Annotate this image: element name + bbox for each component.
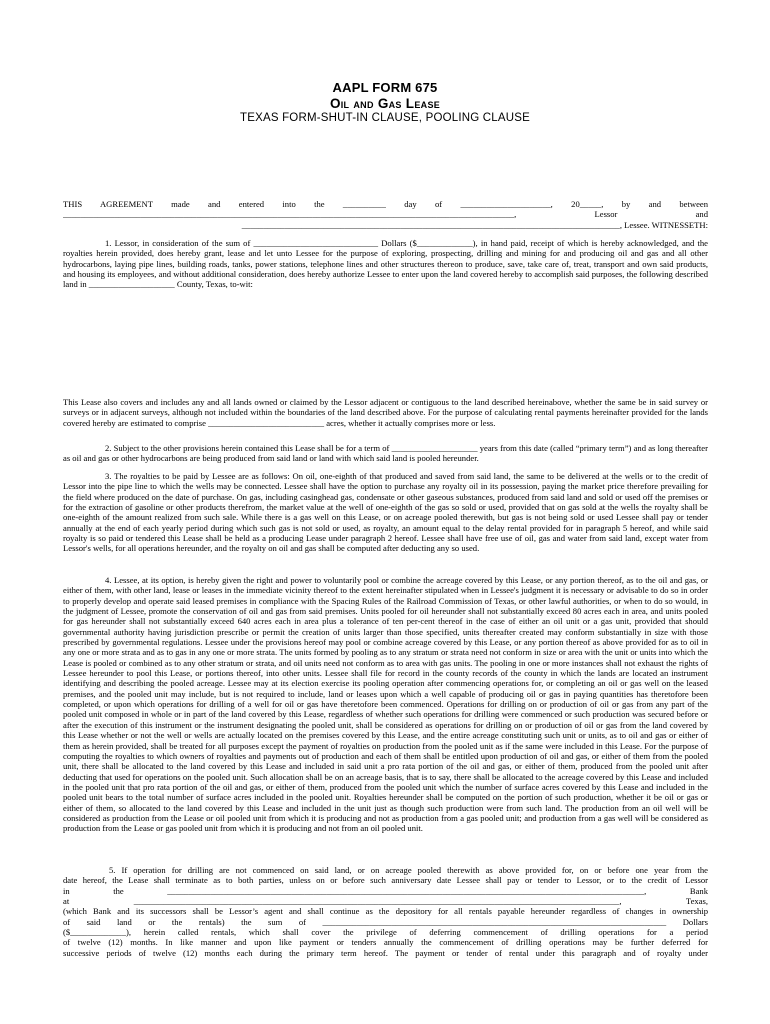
intro-block (63, 199, 708, 230)
paragraph-5-line-7: ($_____________), herein called rentals, which shall cover the privilege of deferring commencement of drilling operations for a period (63, 927, 708, 938)
document-subtitle: TEXAS FORM-SHUT-IN CLAUSE, POOLING CLAUSE (239, 112, 530, 124)
paragraph-1-text: 1. Lessor, in consideration of the sum of _____________________________ Dollars ($_____________), in hand paid, receipt of which is hereby acknowledged, and the royalties herein provided, does hereby grant, lease and let unto Lessee for the purpose of exploring, prospecting, drilling and mining for and producing oil and gas and all other hydrocarbons, laying pipe lines, building roads, tanks, power stations, telephone lines and other structures thereon to produce, save, take care of, treat, transport and own said products, and housing its employees, and without additional consideration, does hereby authorize Lessee to enter upon the land covered hereby to accomplish said purposes, the following described land in ____________________ County, Texas, to-wit: (63, 238, 708, 290)
intro-line-3: ________________________________________________________________________________________, Lessee. WITNESSETH: (241, 219, 708, 230)
paragraph-also-covers-text: This Lease also covers and includes any and all lands owned or claimed by the Lessor adjacent or contiguous to the land described hereinabove, whether the same be in said survey or surveys or in adjacent surveys, although not included within the boundaries of the land described above. For the purpose of calculating rental payments hereinafter provided for the lands covered hereby are estimated to comprise ___________________________ acres, whether it actually comprises more or less. (63, 397, 708, 428)
form-number: AAPL FORM 675 (332, 80, 438, 95)
paragraph-5 (63, 865, 708, 958)
paragraph-3-text: 3. The royalties to be paid by Lessee are as follows: On oil, one-eighth of that produced and saved from said land, the same to be delivered at the wells or to the credit of Lessor into the pipe line to which the wells may be connected. Lessee shall have the option to purchase any royalty oil in its possession, paying the market price therefore prevailing for the field where produced on the date of purchase. On gas, including casinghead gas, condensate or other gaseous substances, produced from said land and sold or used off the premises or for the extraction of gasoline or other products therefrom, the market value at the well of one-eighth of the gas so sold or used, provided that on gas sold at the wells the royalty shall be one-eighth of the amount realized from such sale. While there is a gas well on this Lease, or on acreage pooled therewith, but gas is not being sold or used Lessee shall pay or tender annually at the end of each yearly period during which such gas is not sold or used, as royalty, an amount equal to the delay rental provided for in paragraph 5 hereof, and while said royalty is so paid or tendered this Lease shall be held as a producing Lease under paragraph 2 hereof. Lessee shall have free use of oil, gas and water from said land, except water from Lessor's wells, for all operations hereunder, and the royalty on oil and gas shall be computed after deducting any so used. (63, 471, 708, 554)
paragraph-1 (63, 238, 708, 290)
paragraph-also-covers (63, 397, 708, 428)
paragraph-5-line-4: at _________________________________________________________________________________________________________________, Texas, (63, 896, 708, 907)
paragraph-5-line-8: of twelve (12) months. In like manner and upon like payment or tenders annually the commencement of drilling operations may be further deferred for (63, 937, 708, 948)
paragraph-5-line-6: of said land or the rentals) the sum of ________________________________________________________________________________ Dollars (63, 916, 708, 927)
paragraph-4-text: 4. Lessee, at its option, is hereby given the right and power to voluntarily pool or combine the acreage covered by this Lease, or any portion thereof, as to the oil and gas, or either of them, with other land, lease or leases in the immediate vicinity thereof to the extent hereinafter stipulated when in Lessee's judgment it is necessary or advisable to do so in order to properly develop and operate said leased premises in compliance with the Spacing Rules of the Railroad Commission of Texas, or other lawful authorities, or when to do so would, in the judgment of Lessee, promote the conservation of oil and gas from said premises. Units pooled for oil hereunder shall not substantially exceed 80 acres each in area, and units pooled for gas hereunder shall not substantially exceed 640 acres each in area plus a tolerance of ten per-cent thereof in the case of either an oil unit or a gas unit, provided that should governmental authority having jurisdiction prescribe or permit the creation of units larger than those specified, units thereafter created may conform substantially in size with those prescribed by governmental regulations. Lessee under the provisions hereof may pool or combine acreage covered by this Lease, or any portion thereof as above provided for as to oil in any one or more strata and as to gas in any one or more strata. The units formed by pooling as to any stratum or strata need not conform in size or area with the unit or units into which the Lease is pooled or combined as to any other stratum or strata, and oil units need not conform as to area with gas units. The pooling in one or more instances shall not exhaust the rights of Lessee hereunder to pool this Lease, or portions thereof, into other units. Lessee shall file for record in the county records of the county in which the lands are located an instrument identifying and describing the pooled acreage. Lessee may at its election exercise its pooling operation after commencing operations for, or completing an oil or gas well on the leased premises, and the pooled unit may include, but is not required to include, land or leases upon which a well capable of producing oil or gas in paying quantities has theretofore been completed, or upon which operations for drilling of a well for oil or gas have theretofore been commenced. Operations for drilling on or production of oil or gas from any part of the pooled unit composed in whole or in part of the land covered by this Lease, regardless of whether such operations for drilling were commenced or such production was secured before or after the execution of this instrument or the instrument designating the pooled unit, shall be considered as operations for drilling on or production of oil or gas from the land covered by this Lease whether or not the well or wells are actually located on the premises covered by this Lease, and the entire acreage constituting such unit or units, as to oil and gas or either of them as herein provided, shall be treated for all purposes except the payment of royalties on production from the pooled unit as if the same were included in this Lease. For the purpose of computing the royalties to which owners of royalties and payments out of production and each of them shall be entitled upon production of oil and gas, or either of them from the pooled unit, there shall be allocated to the land covered by this Lease and included in said unit a pro rata portion of the oil and gas, or either of them, produced from the pooled unit after deducting that used for operations on the pooled unit. Such allocation shall be on an acreage basis, that is to say, there shall be allocated to the acreage covered by this Lease and included in the pooled unit that pro rata portion of the oil and gas, or either of them, produced from the pooled unit which the number of surface acres covered by this Lease and included in the pooled unit bears to the total number of surface acres included in the pooled unit. Royalties hereunder shall be computed on the portion of such production, whether it be oil or gas or either of them, so allocated to the land covered by this Lease and included in the unit just as though such production were from such land. The production from an oil well will be considered as production from the Lease or oil pooled unit from which it is producing and not as production from a gas pooled unit; and production from a gas well will be considered as production from the Lease or gas pooled unit from which it is producing and not from an oil pooled unit. (63, 575, 708, 834)
paragraph-3 (63, 471, 708, 554)
paragraph-5-line-2: date hereof, the Lease shall terminate as to both parties, unless on or before such anniversary date Lessee shall pay or tender to Lessor, or to the credit of Lessor (63, 875, 708, 886)
paragraph-5-line-5: (which Bank and its successors shall be Lessor’s agent and shall continue as the depository for all rentals payable hereunder regardless of changes in ownership (63, 906, 708, 917)
paragraph-5-line-3: in the _______________________________________________________________________________________________________________, Bank (63, 885, 708, 896)
paragraph-2-text: 2. Subject to the other provisions herein contained this Lease shall be for a term of ____________________ years from this date (called “primary term”) and as long thereafter as oil and gas or other hydrocarbons are being produced from said land or land with which said land is pooled hereunder. (63, 443, 708, 464)
document-title: Oil and Gas Lease (329, 96, 441, 111)
paragraph-2 (63, 443, 708, 464)
intro-line-2: _________________________________________________________________________________________________________, Lessor and (63, 209, 708, 220)
paragraph-5-line-9: successive periods of twelve (12) months each during the primary term hereof. The payment or tender of rental under this paragraph and of royalty under (63, 947, 708, 958)
paragraph-5-line-1: 5. If operation for drilling are not commenced on said land, or on acreage pooled therewith as above provided for, on or before one year from the (109, 865, 708, 875)
intro-line-1: THIS AGREEMENT made and entered into the __________ day of _____________________, 20_____, by and between (63, 199, 708, 209)
paragraph-4 (63, 575, 708, 834)
